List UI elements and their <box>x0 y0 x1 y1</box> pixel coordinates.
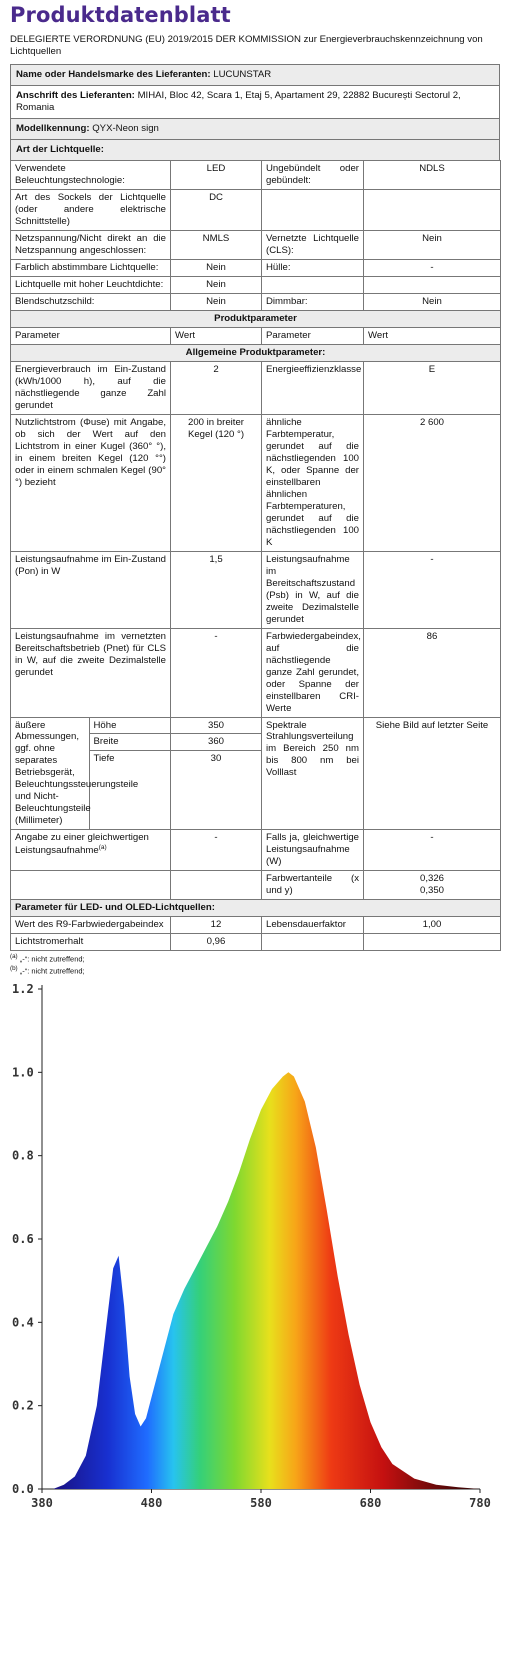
param-value: Nein <box>171 294 262 311</box>
param-label: Energieeffizienzklasse <box>262 361 364 414</box>
chroma-x: 0,326 <box>419 873 444 885</box>
supplier-name-value: LUCUNSTAR <box>213 69 272 81</box>
param-label: Leistungsaufnahme im Ein-Zustand (Pon) in W <box>11 551 171 628</box>
x-tick-label: 680 <box>359 1496 382 1511</box>
param-value: DC <box>171 190 262 231</box>
dimensions-subtable <box>11 718 170 830</box>
param-value: NDLS <box>364 161 501 190</box>
table-row <box>11 361 501 414</box>
table-row <box>11 190 501 231</box>
param-value: LED <box>171 161 262 190</box>
param-value <box>364 277 501 294</box>
param-value: - <box>171 830 262 871</box>
page-title: Produktdatenblatt <box>10 3 231 27</box>
param-value: 1,5 <box>171 551 262 628</box>
footnotes <box>10 951 500 977</box>
param-label: Dimmbar: <box>262 294 364 311</box>
regulation-text: DELEGIERTE VERORDNUNG (EU) 2019/2015 DER KOMMISSION zur Energieverbrauchskennzeichnung von Lichtquellen <box>10 34 483 58</box>
empty-cell <box>364 934 501 951</box>
param-label <box>262 277 364 294</box>
product-params-header: Produktparameter <box>11 310 501 327</box>
col-header-param: Parameter <box>11 327 171 344</box>
param-value: E <box>364 361 501 414</box>
param-value <box>364 190 501 231</box>
column-header-row <box>11 327 501 344</box>
spectrum-chart-svg <box>10 981 500 1525</box>
dim-value: 350 <box>171 718 261 735</box>
y-tick-label: 0.0 <box>12 1482 34 1497</box>
dim-value: 360 <box>171 734 261 751</box>
dim-key: Tiefe <box>93 753 115 765</box>
param-value: 1,00 <box>364 917 501 934</box>
param-label: Falls ja, gleichwertige Leistungsaufnahme (W) <box>262 830 364 871</box>
light-type-header <box>10 139 500 160</box>
param-label: Verwendete Beleuchtungstechnologie: <box>11 161 171 190</box>
chroma-y: 0,350 <box>419 885 444 897</box>
col-header-value: Wert <box>364 327 501 344</box>
dimensions-cell <box>11 717 171 830</box>
param-value: Nein <box>364 231 501 260</box>
param-value: - <box>364 551 501 628</box>
model-label: Modellkennung: <box>16 123 90 135</box>
x-tick-label: 480 <box>140 1496 163 1511</box>
supplier-name-label: Name oder Handelsmarke des Lieferanten: <box>16 69 211 81</box>
param-label: Lichtstromerhalt <box>11 934 171 951</box>
x-tick-label: 580 <box>250 1496 272 1511</box>
table-row <box>11 628 501 717</box>
section-header-row <box>11 344 501 361</box>
param-value: - <box>171 628 262 717</box>
chroma-values <box>364 871 501 900</box>
supplier-address-row <box>10 85 500 118</box>
spectrum-area <box>42 1073 480 1490</box>
col-header-value: Wert <box>171 327 262 344</box>
param-value: Nein <box>364 294 501 311</box>
param-value: - <box>364 830 501 871</box>
param-label: Leistungsaufnahme im vernetzten Bereitschaftsbetrieb (Pnet) für CLS in W, auf die zweite Dezimalstelle gerundet <box>11 628 171 717</box>
footnote-text: „-“: nicht zutreffend; <box>19 954 85 964</box>
param-value: - <box>364 260 501 277</box>
table-row <box>11 260 501 277</box>
supplier-address-value: MIHAI, Bloc 42, Scara 1, Etaj 5, Apartament 29, 22882 București Sectorul 2, Romania <box>16 90 461 114</box>
empty-cell <box>11 871 171 900</box>
equiv-label-text: Angabe zu einer gleichwertigen Leistungsaufnahme <box>15 832 149 857</box>
footnote-text: „-“: nicht zutreffend; <box>19 966 85 976</box>
param-value: Siehe Bild auf letzter Seite <box>364 717 501 830</box>
table-row <box>11 414 501 551</box>
dimensions-values <box>171 717 262 830</box>
y-tick-label: 0.2 <box>12 1398 34 1413</box>
y-tick-label: 0.6 <box>12 1232 34 1247</box>
table-row <box>11 871 501 900</box>
led-params-header: Parameter für LED- und OLED-Lichtquellen: <box>11 900 501 917</box>
x-tick-label: 380 <box>31 1496 53 1511</box>
footnote-ref: (a) <box>98 844 107 852</box>
param-label: Spektrale Strahlungsverteilung im Bereich 250 nm bis 800 nm bei Volllast <box>262 717 364 830</box>
param-value: 2 600 <box>364 414 501 551</box>
param-value: 200 in breiter Kegel (120 °) <box>171 414 262 551</box>
footnote-mark: (a) <box>10 953 18 961</box>
param-label: Farblich abstimmbare Lichtquelle: <box>11 260 171 277</box>
section-header-row <box>11 900 501 917</box>
footnote <box>10 965 500 977</box>
param-label: Netzspannung/Nicht direkt an die Netzspannung angeschlossen: <box>11 231 171 260</box>
param-label: Art des Sockels der Lichtquelle (oder andere elektrische Schnittstelle) <box>11 190 171 231</box>
light-type-header-text: Art der Lichtquelle: <box>16 144 104 156</box>
empty-cell <box>171 871 262 900</box>
param-label: Vernetzte Lichtquelle (CLS): <box>262 231 364 260</box>
table-row <box>11 231 501 260</box>
table-row <box>11 934 501 951</box>
empty-cell <box>262 934 364 951</box>
param-value: 2 <box>171 361 262 414</box>
param-label: ähnliche Farbtemperatur, gerundet auf die nächstliegenden 100 K, oder Spanne der einstellbaren ähnlichen Farbtemperaturen, gerundet auf die nächstliegenden 100 K <box>262 414 364 551</box>
param-label: Farbwiedergabeindex, auf die nächstliegende ganze Zahl gerundet, oder Spanne der einstellbaren CRI-Werte <box>262 628 364 717</box>
param-value: 86 <box>364 628 501 717</box>
supplier-name-row <box>10 64 500 85</box>
param-label: Leistungsaufnahme im Bereitschaftszustand (Psb) in W, auf die zweite Dezimalstelle gerundet <box>262 551 364 628</box>
spectrum-chart <box>10 981 500 1525</box>
param-label: Blendschutzschild: <box>11 294 171 311</box>
section-header-row <box>11 310 501 327</box>
col-header-param: Parameter <box>262 327 364 344</box>
param-label <box>11 830 171 871</box>
model-value: QYX-Neon sign <box>92 123 159 135</box>
table-row <box>11 294 501 311</box>
dimensions-label: äußere Abmessungen, ggf. ohne separates Betriebsgerät, Beleuchtungssteuerungsteile und Nicht-Beleuchtungsteile (Millimeter) <box>11 718 89 830</box>
general-params-header: Allgemeine Produktparameter: <box>11 344 501 361</box>
y-tick-label: 0.8 <box>12 1148 34 1163</box>
param-label: Lebensdauerfaktor <box>262 917 364 934</box>
y-tick-label: 1.0 <box>12 1065 34 1080</box>
param-label: Farbwertanteile (x und y) <box>262 871 364 900</box>
table-row <box>11 277 501 294</box>
param-label: Hülle: <box>262 260 364 277</box>
param-label: Wert des R9-Farbwiedergabeindex <box>11 917 171 934</box>
param-label: Energieverbrauch im Ein-Zustand (kWh/1000 h), auf die nächstliegende ganze Zahl gerundet <box>11 361 171 414</box>
param-label: Ungebündelt oder gebündelt: <box>262 161 364 190</box>
y-tick-label: 1.2 <box>12 982 34 997</box>
param-label: Nutzlichtstrom (Φuse) mit Angabe, ob sich der Wert auf den Lichtstrom in einer Kugel (360° °), in einem breiten Kegel (120 °°) oder in einem schmalen Kegel (90° °) bezieht <box>11 414 171 551</box>
datasheet-table <box>10 160 501 951</box>
dim-key: Breite <box>90 734 171 751</box>
x-tick-label: 780 <box>469 1496 491 1511</box>
supplier-address-label: Anschrift des Lieferanten: <box>16 90 135 102</box>
param-value: Nein <box>171 260 262 277</box>
dim-value: 30 <box>210 753 222 765</box>
param-label <box>262 190 364 231</box>
model-row <box>10 118 500 139</box>
dim-key: Höhe <box>90 718 171 735</box>
y-tick-label: 0.4 <box>12 1315 34 1330</box>
param-value: 12 <box>171 917 262 934</box>
table-row <box>11 551 501 628</box>
table-row <box>11 161 501 190</box>
dimensions-row <box>11 717 501 830</box>
table-row <box>11 917 501 934</box>
param-value: Nein <box>171 277 262 294</box>
param-value: NMLS <box>171 231 262 260</box>
footnote <box>10 953 500 965</box>
footnote-mark: (b) <box>10 965 18 973</box>
table-row <box>11 830 501 871</box>
param-value: 0,96 <box>171 934 262 951</box>
param-label: Lichtquelle mit hoher Leuchtdichte: <box>11 277 171 294</box>
